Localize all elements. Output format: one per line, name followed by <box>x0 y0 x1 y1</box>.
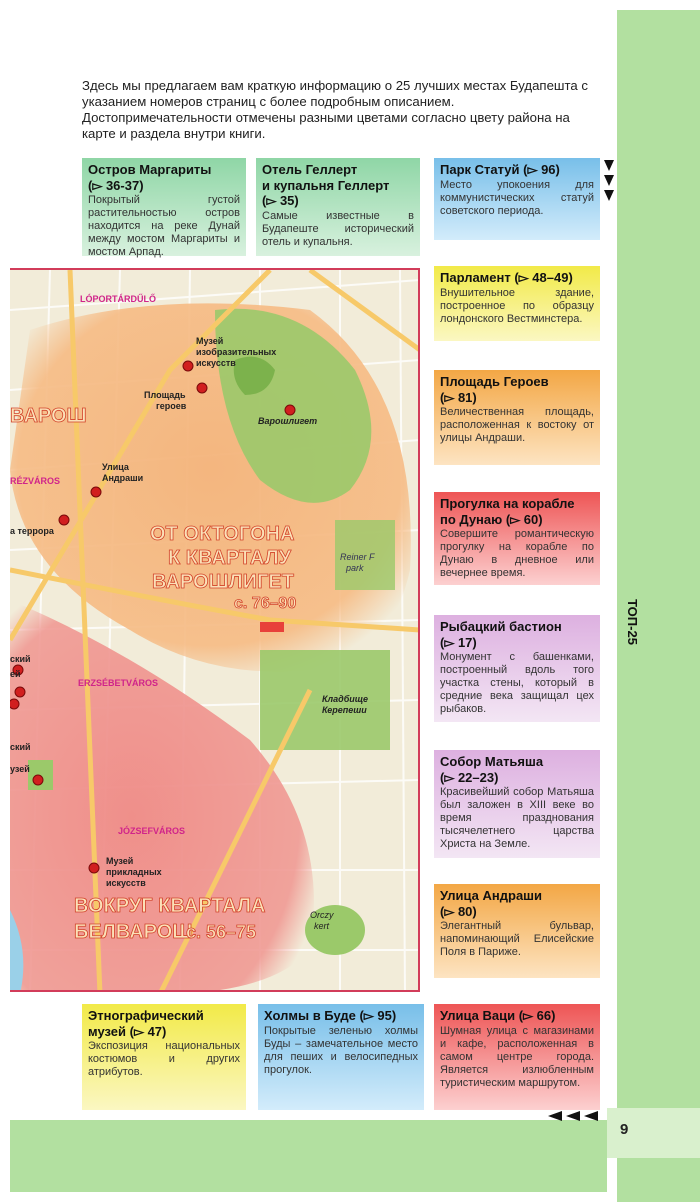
card-description: Шумная улица с магазинами и кафе, расположенная в самом центре города. Является излюбленным туристическим маршрутом. <box>440 1024 594 1089</box>
card-title: Отель Геллерт <box>262 162 358 177</box>
card-title: Этнографический <box>88 1008 204 1023</box>
card-title: Улица Ваци (▻ 66) <box>440 1008 556 1023</box>
map-label-district: JÓZSEFVÁROS <box>118 826 186 836</box>
page-number: 9 <box>620 1121 629 1138</box>
card-title-pages: (▻ 81) <box>440 389 477 405</box>
card-title: Парк Статуй (▻ 96) <box>440 162 560 177</box>
card-description: Монумент с башенками, построенный вдоль того участка стены, который в средние века защищал цех рыбаков. <box>440 651 594 715</box>
map-label-place: узей <box>10 764 30 774</box>
card-title-pages: (▻ 36-37) <box>88 177 144 193</box>
map-label-place: Андраши <box>102 473 144 483</box>
map-label-place: а террора <box>10 526 54 536</box>
arrow-markers-bottom <box>548 1108 602 1120</box>
section-label: ТОП-25 <box>625 599 640 645</box>
card-title: Собор Матьяша <box>440 754 544 769</box>
card-description: Элегантный бульвар, напоминающий Елисейские Поля в Париже. <box>440 920 594 958</box>
card-title-pages: музей (▻ 47) <box>88 1023 167 1039</box>
triangle-left-icon <box>584 1111 598 1121</box>
card-title: Площадь Героев <box>440 374 549 389</box>
card-title-pages: (▻ 22–23) <box>440 769 499 785</box>
map-label-place: искусств <box>196 358 236 368</box>
map-label-place: ский <box>10 742 31 752</box>
map-label-place: Площадь <box>144 390 186 400</box>
map-label-place: Orczy <box>310 910 334 920</box>
card-title-pages: по Дунаю (▻ 60) <box>440 511 543 527</box>
region-label: ОТ ОКТОГОНА <box>150 523 295 545</box>
map-graphic <box>10 270 420 992</box>
card-title: Прогулка на корабле <box>440 496 575 511</box>
map-label-district: RÉZVÁROS <box>10 476 61 486</box>
map-label-place: kert <box>314 921 330 931</box>
region-label: ВОКРУГ КВАРТАЛА <box>74 895 266 917</box>
region-label: К КВАРТАЛУ <box>168 547 292 569</box>
map-label-place: героев <box>156 401 187 411</box>
map-label-place: Музей <box>106 856 134 866</box>
map-label-place: искусств <box>106 878 146 888</box>
card-description: Покрытый густой растительностью остров находится на реке Дунай между мостом Маргариты и мостом Арпад. <box>88 194 240 258</box>
card-margaret-island[interactable] <box>82 158 246 256</box>
card-ethnographic-museum[interactable] <box>82 1004 246 1110</box>
card-danube-cruise[interactable] <box>434 492 600 585</box>
map-label-place: Reiner F <box>340 552 375 562</box>
card-description: Самые известные в Будапеште исторический отель и купальня. <box>262 209 414 248</box>
intro-text: Здесь мы предлагаем вам краткую информацию о 25 лучших местах Будапешта с указанием номеров страниц с более подробным описанием. Достопримечательности отмечены разными цветами согласно цвету района на карте и раздела внутри книги. <box>82 78 588 141</box>
card-heroes-square[interactable] <box>434 370 600 465</box>
card-title: Улица Андраши <box>440 888 543 903</box>
card-buda-hills[interactable] <box>258 1004 424 1110</box>
card-description: Красивейший собор Матьяша был заложен в XIII веке во время празднования тысячелетнего царства Христа на Земле. <box>440 786 594 850</box>
card-title-2: и купальня Геллерт <box>262 177 390 193</box>
region-page: с. 76–90 <box>234 595 297 612</box>
card-statue-park[interactable] <box>434 158 600 240</box>
triangle-left-icon <box>566 1111 580 1121</box>
card-description: Внушительное здание, построенное по образцу лондонского Вестминстера. <box>440 286 594 325</box>
map-label-place: Музей <box>196 336 224 346</box>
region-label: ВАРОШ <box>10 405 87 427</box>
map-label-place: ский <box>10 654 31 664</box>
triangle-down-icon <box>604 175 614 186</box>
map-label-place: ей <box>10 669 21 679</box>
map-label-place: Улица <box>102 462 129 472</box>
triangle-left-icon <box>548 1111 562 1121</box>
city-map[interactable] <box>10 268 420 992</box>
map-label-place: Кладбище <box>322 694 368 704</box>
region-label: ВАРОШЛИГЕТ <box>152 571 294 593</box>
card-parliament[interactable] <box>434 266 600 341</box>
bottom-color-band <box>10 1120 607 1192</box>
card-description: Покрытые зеленью холмы Буды – замечательное место для пеших и велосипедных прогулок. <box>264 1024 418 1076</box>
region-page: с. 56–75 <box>186 922 257 942</box>
card-gellert[interactable] <box>256 158 420 256</box>
triangle-down-icon <box>604 160 614 171</box>
map-label-district: LÓPORTÁRDŰLŐ <box>80 294 156 304</box>
card-title-pages: (▻ 35) <box>262 193 299 208</box>
card-title-pages: (▻ 17) <box>440 634 477 650</box>
card-description: Совершите романтическую прогулку на корабле по Дунаю в дневное или вечернее время. <box>440 528 594 579</box>
map-label-place: изобразительных <box>196 347 277 357</box>
map-label-place: прикладных <box>106 867 162 877</box>
station-marker <box>260 622 284 632</box>
card-fishermans-bastion[interactable] <box>434 615 600 722</box>
card-description: Экспозиция национальных костюмов и других атрибутов. <box>88 1040 240 1078</box>
park-small <box>28 760 53 790</box>
region-label: БЕЛВАРОШ <box>74 921 193 943</box>
card-title: Рыбацкий бастион <box>440 619 562 634</box>
card-andrassy[interactable] <box>434 884 600 978</box>
arrow-markers-right <box>603 158 617 205</box>
map-label-place: Керепеши <box>322 705 367 715</box>
map-label-place: park <box>346 563 364 573</box>
card-title: Остров Маргариты <box>88 162 212 177</box>
card-vaci[interactable] <box>434 1004 600 1110</box>
map-label-district: ERZSÉBETVÁROS <box>78 678 159 688</box>
card-title-pages: (▻ 80) <box>440 903 477 919</box>
card-title: Холмы в Буде (▻ 95) <box>264 1008 397 1023</box>
map-label-place: Варошлигет <box>258 416 318 426</box>
card-matthias-church[interactable] <box>434 750 600 858</box>
triangle-down-icon <box>604 190 614 201</box>
card-title: Парламент (▻ 48–49) <box>440 270 573 285</box>
card-description: Величественная площадь, расположенная к востоку от улицы Андраши. <box>440 406 594 444</box>
card-description: Место упокоения для коммунистических статуй советского периода. <box>440 178 594 217</box>
